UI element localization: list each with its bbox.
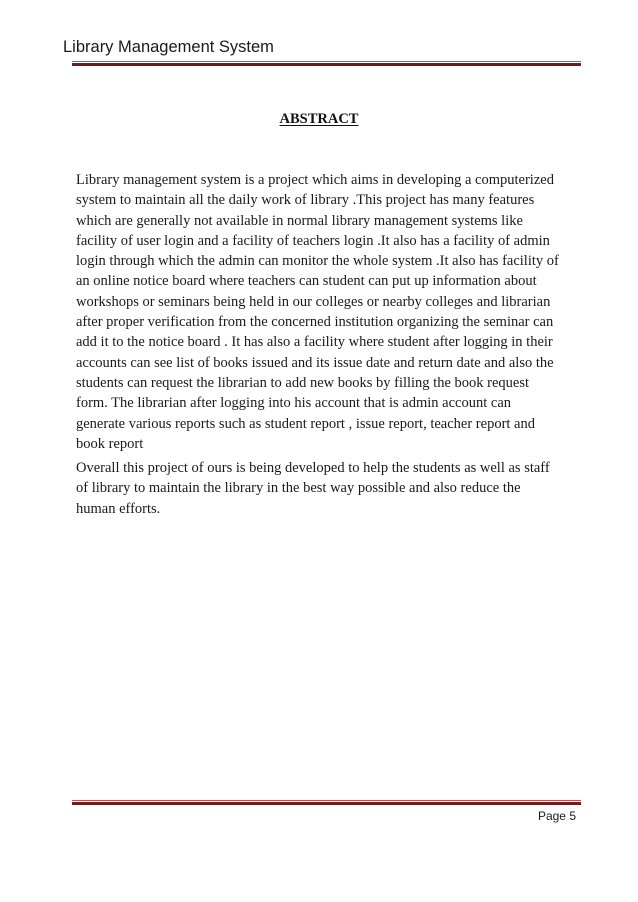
paragraph-line: add it to the notice board . It has also a facility where student after logging in their [76,334,553,351]
paragraph-line: book report [76,435,144,452]
paragraph-line: an online notice board where teachers can student can put up information about [76,273,537,290]
header-rule-thin [72,61,581,62]
footer-rule-thin [72,800,581,801]
paragraph-line: generate various reports such as student report , issue report, teacher report and [76,415,535,432]
footer-rule-thick [72,802,581,805]
paragraph-line: students can request the librarian to add new books by filling the book request [76,374,530,391]
paragraph-line: form. The librarian after logging into his account that is admin account can [76,395,511,412]
paragraph-line: after proper verification from the concerned institution organizing the seminar can [76,314,554,331]
paragraph-line: of library to maintain the library in the best way possible and also reduce the [76,480,521,497]
paragraph-line: workshops or seminars being held in our colleges or nearby colleges and librarian [76,293,551,310]
paragraph-line: human efforts. [76,500,161,517]
page-header-title: Library Management System [63,38,274,56]
page-number: Page 5 [537,809,576,823]
abstract-heading: ABSTRACT [279,111,359,127]
paragraph-line: login through which the admin can monitor the whole system .It also has facility of [76,253,559,270]
paragraph-line: Overall this project of ours is being developed to help the students as well as staff [76,460,550,476]
paragraph-line: which are generally not available in normal library management systems like [76,212,523,229]
paragraph-line: accounts can see list of books issued and its issue date and return date and also the [76,354,554,371]
abstract-paragraph-2 [76,458,588,519]
header-rule-thick [72,63,581,66]
abstract-paragraph-1 [76,170,588,454]
paragraph-line: system to maintain all the daily work of library .This project has many features [76,192,535,209]
paragraph-line: Library management system is a project which aims in developing a computerized [76,172,554,188]
paragraph-line: facility of user login and a facility of teachers login .It also has a facility of admin [76,232,550,249]
